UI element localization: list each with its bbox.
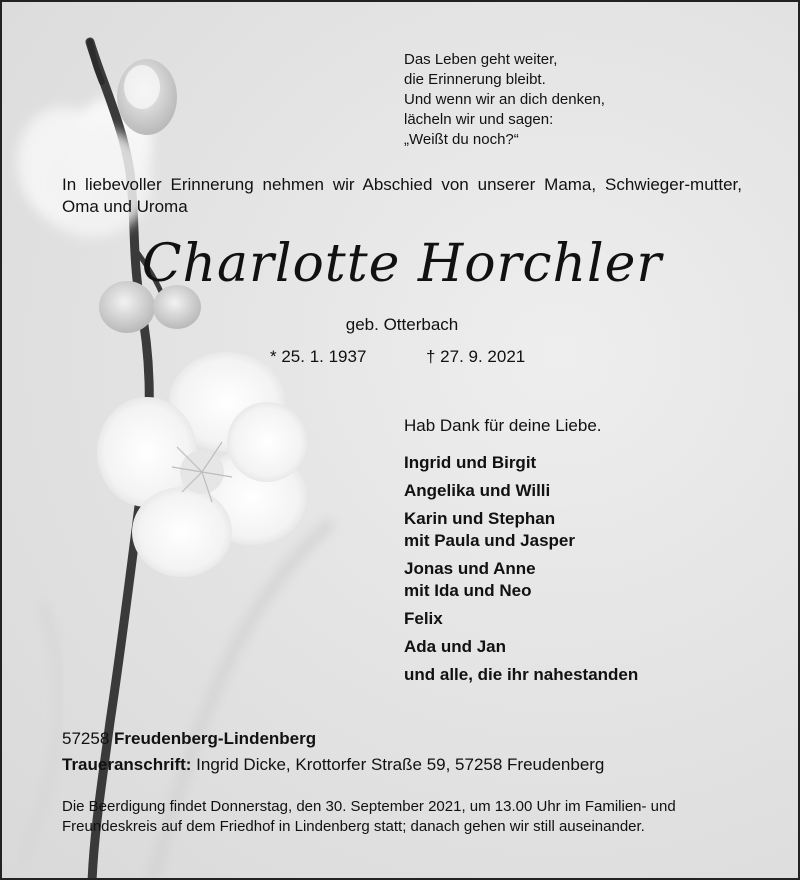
mourner-entry <box>404 508 638 552</box>
poem-line: die Erinnerung bleibt. <box>404 71 546 88</box>
funeral-info: Die Beerdigung findet Donnerstag, den 30. September 2021, um 13.00 Uhr im Familien- und Freundeskreis auf dem Friedhof in Lindenberg statt; danach gehen wir still auseinander. <box>62 798 676 835</box>
mourner-line: und alle, die ihr nahestanden <box>404 665 639 684</box>
poem-line: „Weißt du noch?“ <box>404 131 519 148</box>
mourner-line: Jonas und Anne <box>404 559 536 578</box>
address-value: Ingrid Dicke, Krottorfer Straße 59, 57258 Freudenberg <box>196 755 605 774</box>
mourner-line: mit Paula und Jasper <box>404 531 575 550</box>
mourner-entry <box>404 480 638 502</box>
deceased-name: Charlotte Horchler <box>141 234 663 294</box>
mourner-line: Ingrid und Birgit <box>404 453 537 472</box>
place-line <box>62 728 316 750</box>
thanks-text: Hab Dank für deine Liebe. <box>404 416 602 435</box>
mourner-line: Ada und Jan <box>404 637 507 656</box>
birth-date: * 25. 1. 1937 <box>270 347 367 366</box>
poem-line: Und wenn wir an dich denken, <box>404 91 605 108</box>
mourning-address <box>62 754 604 776</box>
address-label: Traueranschrift: <box>62 755 192 774</box>
mourner-line: Felix <box>404 609 443 628</box>
mourners-list <box>404 452 638 692</box>
maiden-name: geb. Otterbach <box>345 315 459 334</box>
death-date: † 27. 9. 2021 <box>426 347 526 366</box>
place-town: Freudenberg-Lindenberg <box>114 729 317 748</box>
poem-line: lächeln wir und sagen: <box>404 111 554 128</box>
mourner-entry <box>404 608 638 630</box>
mourner-entry <box>404 558 638 602</box>
intro-text: In liebevoller Erinnerung nehmen wir Abschied von unserer Mama, Schwieger-mutter, Oma und Uroma <box>62 175 742 216</box>
poem <box>404 50 605 150</box>
mourner-entry <box>404 452 638 474</box>
poem-line: Das Leben geht weiter, <box>404 51 558 68</box>
mourner-entry <box>404 664 638 686</box>
place-zip: 57258 <box>62 729 110 748</box>
mourner-line: Karin und Stephan <box>404 509 556 528</box>
mourner-line: mit Ida und Neo <box>404 581 532 600</box>
mourner-entry <box>404 636 638 658</box>
mourner-line: Angelika und Willi <box>404 481 551 500</box>
